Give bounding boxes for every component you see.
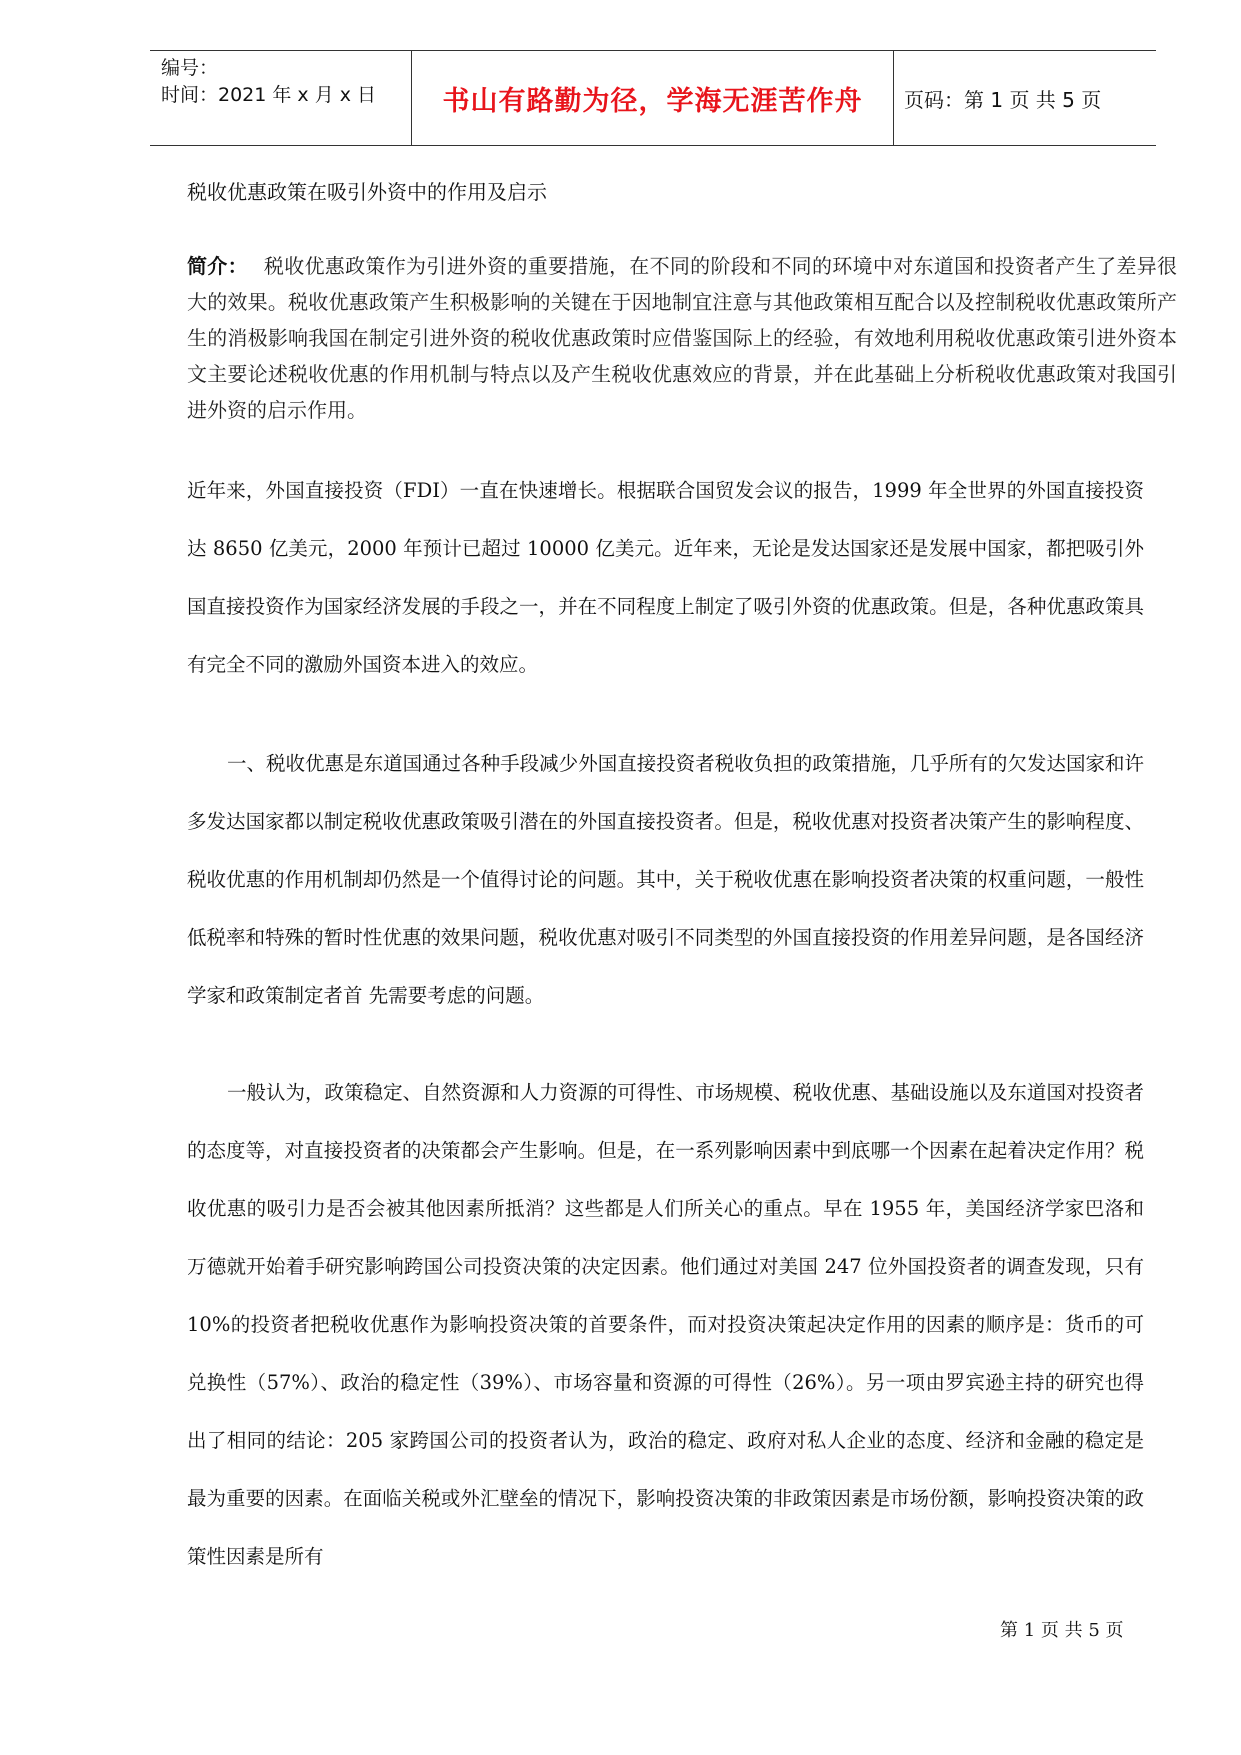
- header-motto: 书山有路勤为径，学海无涯苦作舟: [442, 85, 863, 117]
- body-paragraph: 近年来，外国直接投资（FDI）一直在快速增长。根据联合国贸发会议的报告，1999 年全世界的外国直接投资达 8650 亿美元，2000 年预计已超过 10000 亿美元。近年来，无论是发达国家还是发展中国家，都把吸引外国直接投资作为国家经济发展的手段之一，并在不同程度上制定了吸引外资的优惠政策。但是，各种优惠政策具有完全不同的激励外国资本进入的效应。: [187, 479, 1144, 676]
- header-divider: [893, 51, 894, 145]
- body-paragraph: 一般认为，政策稳定、自然资源和人力资源的可得性、市场规模、税收优惠、基础设施以及东道国对投资者的态度等，对直接投资者的决策都会产生影响。但是，在一系列影响因素中到底哪一个因素在起着决定作用？税收优惠的吸引力是否会被其他因素所抵消？这些都是人们所关心的重点。早在 1955 年，美国经济学家巴洛和万德就开始着手研究影响跨国公司投资决策的决定因素。他们通过对美国 247 位外国投资者的调查发现，只有 10%的投资者把税收优惠作为影响投资决策的首要条件，而对投资决策起决定作用的因素的顺序是：货币的可兑换性（57%）、政治的稳定性（39%）、市场容量和资源的可得性（26%）。另一项由罗宾逊主持的研究也得出了相同的结论：205 家跨国公司的投资者认为，政治的稳定、政府对私人企业的态度、经济和金融的稳定是最为重要的因素。在面临关税或外汇壁垒的情况下，影响投资决策的非政策因素是市场份额，影响投资决策的政策性因素是所有: [187, 1081, 1144, 1568]
- document-title: 税收优惠政策在吸引外资中的作用及启示: [187, 180, 547, 204]
- footer-page-number: 第 1 页 共 5 页: [1000, 1620, 1124, 1641]
- abstract-text: 税收优惠政策作为引进外资的重要措施，在不同的阶段和不同的环境中对东道国和投资者产生了差异很大的效果。税收优惠政策产生积极影响的关键在于因地制宜注意与其他政策相互配合以及控制税收优惠政策所产生的消极影响我国在制定引进外资的税收优惠政策时应借鉴国际上的经验，有效地利用税收优惠政策引进外资本文主要论述税收优惠的作用机制与特点以及产生税收优惠效应的背景，并在此基础上分析税收优惠政策对我国引进外资的启示作用。: [187, 254, 1178, 422]
- document-time-label: 时间：2021 年 x 月 x 日: [161, 84, 377, 106]
- header-meta: [161, 55, 376, 109]
- document-number-label: 编号：: [161, 57, 219, 79]
- header-page-info: 页码：第 1 页 共 5 页: [904, 87, 1102, 112]
- body-paragraph: 一、税收优惠是东道国通过各种手段减少外国直接投资者税收负担的政策措施，几乎所有的欠发达国家和许多发达国家都以制定税收优惠政策吸引潜在的外国直接投资者。但是，税收优惠对投资者决策产生的影响程度、税收优惠的作用机制却仍然是一个值得讨论的问题。其中，关于税收优惠在影响投资者决策的权重问题，一般性低税率和特殊的暂时性优惠的效果问题，税收优惠对吸引不同类型的外国直接投资的作用差异问题，是各国经济学家和政策制定者首 先需要考虑的问题。: [187, 752, 1144, 1007]
- abstract-label: 简介：: [187, 254, 248, 278]
- page-header: [150, 50, 1156, 146]
- abstract-section: [187, 248, 1177, 428]
